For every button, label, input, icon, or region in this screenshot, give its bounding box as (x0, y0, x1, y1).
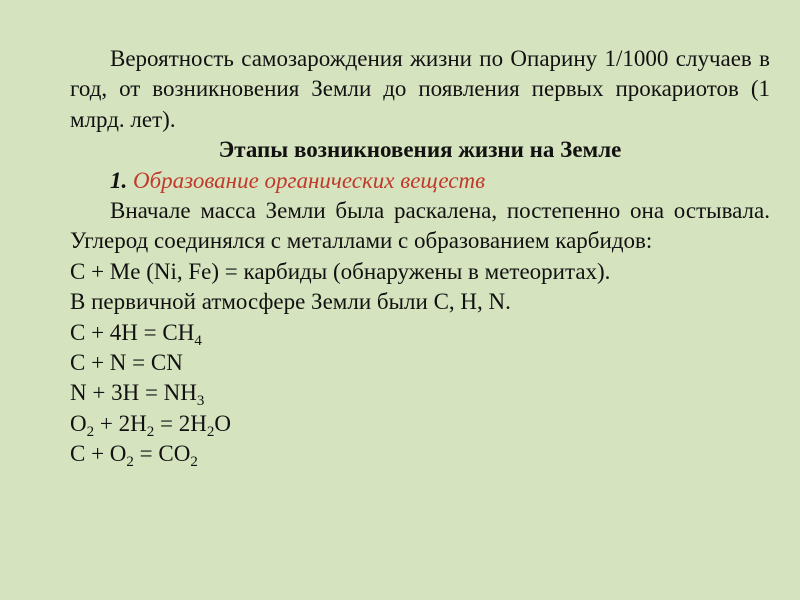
stage-title: Образование органических веществ (133, 167, 486, 193)
eq4-part-e: = 2H (154, 410, 207, 436)
eq5-part-a: C + O (70, 441, 127, 467)
eq4-part-c: + 2H (94, 410, 147, 436)
eq5-sub-b: 2 (126, 454, 134, 471)
eq4-part-a: O (70, 410, 87, 436)
stage-title-line (70, 166, 770, 196)
eq4-sub-d: 2 (146, 423, 155, 440)
equation-ammonia (70, 378, 770, 408)
eq4-sub-f: 2 (206, 423, 215, 440)
eq4-part-g: O (214, 410, 231, 436)
body-paragraph: Вначале масса Земли была раскалена, постепенно она остывала. Углерод соединялся с металлами с образованием карбидов: (70, 198, 770, 254)
atmosphere-line: В первичной атмосфере Земли были C, H, N. (70, 289, 511, 315)
eq3-text: N + 3H = NH (70, 380, 197, 406)
eq1-sub: 4 (194, 332, 202, 349)
eq4-sub-b: 2 (86, 423, 95, 440)
eq1-text: C + 4H = CH (70, 319, 195, 345)
eq2-text: C + N = CN (70, 350, 183, 376)
eq3-sub: 3 (196, 393, 205, 410)
equation-water (70, 409, 770, 439)
equation-co2 (70, 439, 770, 469)
eq5-sub-d: 2 (190, 454, 198, 471)
stage-number: 1. (110, 167, 128, 193)
intro-paragraph: Вероятность самозарождения жизни по Опарину 1/1000 случаев в год, от возникновения Земли до появления первых прокариотов (1 млрд. лет). (70, 46, 770, 132)
slide-content (70, 44, 770, 470)
eq5-part-c: = CO (133, 441, 191, 467)
section-heading: Этапы возникновения жизни на Земле (218, 137, 622, 163)
equation-cyanide (70, 348, 770, 378)
carbide-equation: C + Me (Ni, Fe) = карбиды (обнаружены в метеоритах). (70, 258, 611, 284)
equation-methane (70, 318, 770, 348)
